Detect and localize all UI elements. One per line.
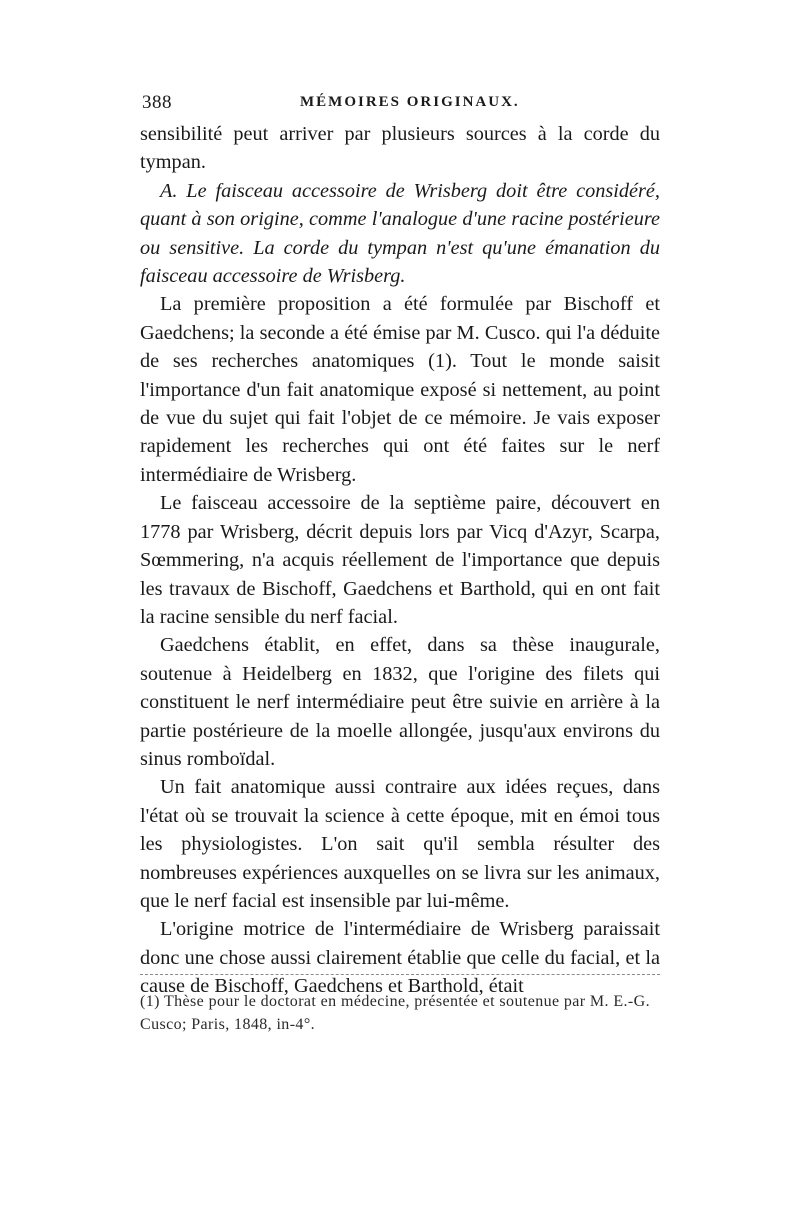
paragraph-first-proposition: La première proposition a été formulée par Bischoff et Gaedchens; la seconde a été émise par M. Cusco. qui l'a déduite de ses recherches anatomiques (1). Tout le monde saisit l'importance d'un fait anatomique exposé si nettement, au point de vue du sujet qui fait l'objet de ce mémoire. Je vais exposer rapidement les recherches qui ont été faites sur le nerf intermédiaire de Wrisberg. [140, 293, 660, 486]
page-header [140, 92, 660, 120]
footnote-divider [140, 974, 660, 975]
paragraph-proposition-a: A. Le faisceau accessoire de Wrisberg doit être considéré, quant à son origine, comme l'analogue d'une racine postérieure ou sensitive. La corde du tympan n'est qu'une émanation du faisceau accessoire de Wrisberg. [140, 179, 660, 288]
paragraph-motor-origin: L'origine motrice de l'intermédiaire de Wrisberg paraissait donc une chose aussi clairement établie que celle du facial, et la cause de Bischoff, Gaedchens et Barthold, était [140, 918, 660, 998]
page-number: 388 [142, 92, 172, 113]
body-text [140, 120, 660, 1001]
paragraph-continuation: sensibilité peut arriver par plusieurs sources à la corde du tympan. [140, 123, 660, 174]
paragraph-gaedchens: Gaedchens établit, en effet, dans sa thèse inaugurale, soutenue à Heidelberg en 1832, que l'origine des filets qui constituent le nerf intermédiaire peut être suivie en arrière à la partie postérieure de la moelle allongée, jusqu'aux environs du sinus romboïdal. [140, 634, 660, 770]
footnote [140, 990, 660, 1036]
book-page [140, 92, 660, 1001]
paragraph-accessory-bundle: Le faisceau accessoire de la septième paire, découvert en 1778 par Wrisberg, décrit depuis lors par Vicq d'Azyr, Scarpa, Sœmmering, n'a acquis réellement de l'importance que depuis les travaux de Bischoff, Gaedchens et Barthold, qui en ont fait la racine sensible du nerf facial. [140, 492, 660, 628]
footnote-text: (1) Thèse pour le doctorat en médecine, présentée et soutenue par M. E.-G. Cusco; Paris, 1848, in-4°. [140, 993, 651, 1033]
paragraph-anatomical-fact: Un fait anatomique aussi contraire aux idées reçues, dans l'état où se trouvait la science à cette époque, mit en émoi tous les physiologistes. L'on sait qu'il sembla résulter des nombreuses expériences auxquelles on se livra sur les animaux, que le nerf facial est insensible par lui-même. [140, 776, 660, 912]
running-title: MÉMOIRES ORIGINAUX. [300, 94, 520, 110]
